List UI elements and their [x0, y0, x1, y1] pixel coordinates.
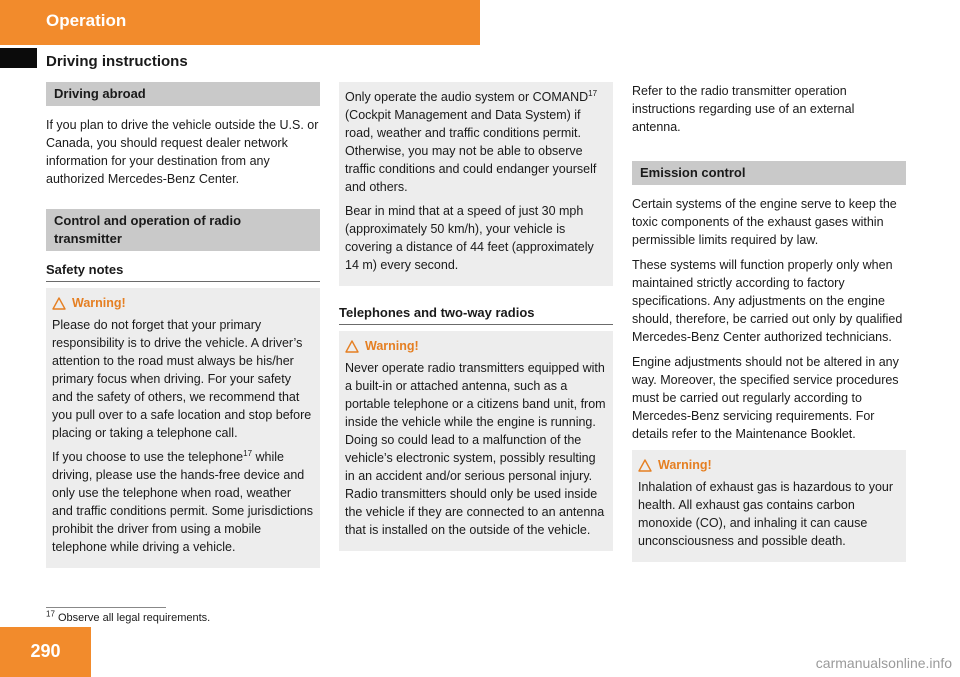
- driving-abroad-text: If you plan to drive the vehicle outside the U.S. or Canada, you should request dealer network information for your destination from any authorized Mercedes-Benz Center.: [46, 118, 319, 186]
- section-title: Operation: [46, 11, 127, 30]
- warning-paragraph: [52, 448, 314, 556]
- page-number: 290: [30, 641, 61, 661]
- emission-control-heading: Emission control: [632, 161, 906, 185]
- warning-box-telephone: [46, 288, 320, 568]
- footnote-ref: 17: [243, 448, 253, 458]
- warning-text: while driving, please use the hands-free device and only use the telephone when road, weather and traffic conditions permit. Some jurisdictions prohibit the driver from using a mobile telephone while driving a vehicle.: [52, 450, 313, 554]
- warning-title: [52, 294, 314, 312]
- antenna-text: Refer to the radio transmitter operation instructions regarding use of an external antenna.: [632, 84, 855, 134]
- footnote: [46, 609, 211, 624]
- note-text: (Cockpit Management and Data System) if road, weather and traffic conditions permit. Otherwise, you may not be able to observe traffic conditions and could endanger yourself and others.: [345, 108, 597, 194]
- chapter-marker: [0, 48, 37, 68]
- warning-box-exhaust: [632, 450, 906, 562]
- warning-text: If you choose to use the telephone: [52, 450, 244, 464]
- warning-label: Warning!: [365, 339, 419, 353]
- footnote-divider: [46, 607, 166, 608]
- note-paragraph: [345, 88, 607, 196]
- note-text: Only operate the audio system or COMAND: [345, 90, 589, 104]
- radio-transmitter-heading: Control and operation of radio transmitter: [46, 209, 320, 251]
- warning-title: [638, 456, 900, 474]
- warning-label: Warning!: [658, 458, 712, 472]
- warning-box-radio: [339, 331, 613, 551]
- warning-triangle-icon: [52, 297, 66, 310]
- warning-title: [345, 337, 607, 355]
- column-right: [632, 82, 906, 562]
- footnote-ref: 17: [588, 88, 598, 98]
- warning-paragraph: Please do not forget that your primary responsibility is to drive the vehicle. A driver’s attention to the road must always be his/her primary focus when driving. For your safety and the safety of others, we recommend that you pull over to a safe location and stop before placing or taking a telephone call.: [52, 318, 312, 440]
- emission-paragraph: Certain systems of the engine serve to keep the toxic components of the exhaust gases within permissible limits required by law.: [632, 197, 897, 247]
- note-paragraph: Bear in mind that at a speed of just 30 mph (approximately 50 km/h), your vehicle is covering a distance of 44 feet (approximately 14 m) every second.: [345, 204, 594, 272]
- emission-paragraph: These systems will function properly only when maintained strictly according to factory specifications. Any adjustments on the engine should, therefore, be carried out only by qualified Mercedes-Benz Center authorized technicians.: [632, 258, 903, 344]
- warning-triangle-icon: [638, 459, 652, 472]
- safety-notes-heading: Safety notes: [46, 261, 320, 282]
- note-box-audio: [339, 82, 613, 286]
- footnote-text: Observe all legal requirements.: [54, 612, 211, 624]
- warning-triangle-icon: [345, 340, 359, 353]
- column-middle: [339, 82, 613, 551]
- page-heading: Driving instructions: [46, 53, 188, 70]
- footnote-number: 17: [46, 609, 55, 619]
- warning-label: Warning!: [72, 296, 126, 310]
- telephones-heading: Telephones and two-way radios: [339, 304, 613, 325]
- column-left: [46, 82, 320, 568]
- warning-paragraph: Inhalation of exhaust gas is hazardous to your health. All exhaust gas contains carbon monoxide (CO), and inhaling it can cause unconsciousness and possible death.: [638, 480, 894, 548]
- emission-paragraph: Engine adjustments should not be altered in any way. Moreover, the specified service procedures must be carried out regularly according to Mercedes-Benz servicing requirements. For details refer to the Maintenance Booklet.: [632, 355, 899, 441]
- warning-paragraph: Never operate radio transmitters equipped with a built-in or attached antenna, such as a portable telephone or a citizens band unit, from inside the vehicle while the engine is running. Doing so could lead to a malfunction of the vehicle’s electronic system, possibly resulting in an accident and/or serious personal injury. Radio transmitters should only be used inside the vehicle if they are connected to an antenna that is installed on the outside of the vehicle.: [345, 361, 606, 537]
- driving-abroad-heading: Driving abroad: [46, 82, 320, 106]
- watermark: carmanualsonline.info: [815, 655, 952, 671]
